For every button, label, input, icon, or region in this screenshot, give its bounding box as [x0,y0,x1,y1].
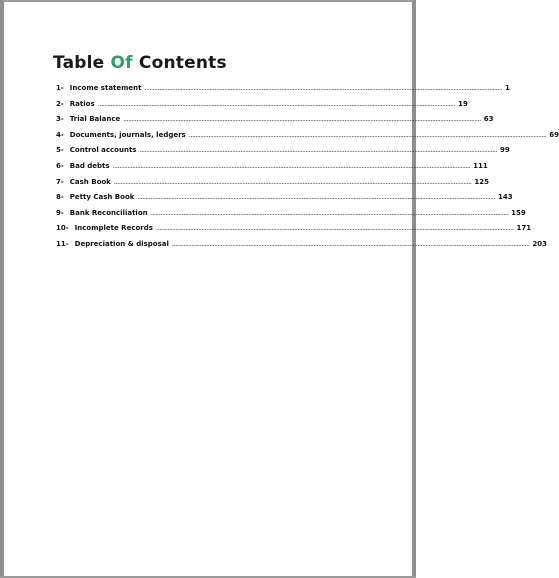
toc-entry-page: 171 [516,224,532,233]
toc-entry-number: 11- [56,239,69,248]
toc-entry-label: Documents, journals, ledgers [69,130,186,139]
toc-entry[interactable] [56,208,526,225]
toc-entry[interactable] [56,224,532,240]
title-part-3: Contents [132,53,227,73]
toc-entry[interactable] [56,239,548,256]
toc-entry-page: 63 [483,115,494,124]
toc-dot-leader: ............................................................................................................................................................................................................................ [97,99,456,108]
toc-entry[interactable] [56,84,510,100]
toc-dot-leader: ............................................................................................................................................................................................................................ [137,193,495,202]
toc-dot-leader: ............................................................................................................................................................................................................................ [139,146,497,155]
page-border-top [0,0,416,2]
toc-entry-number: 4- [56,130,64,139]
toc-entry-label: Ratios [69,99,95,108]
page-border-left [0,0,4,578]
toc-dot-leader: ............................................................................................................................................................................................................................ [155,224,514,233]
toc-entry[interactable] [56,161,488,178]
toc-entry-number: 7- [56,177,64,186]
toc-entry-page: 99 [500,146,510,155]
toc-entry[interactable] [56,193,513,209]
title-part-2-accent: Of [110,53,133,73]
toc-entry[interactable] [56,177,489,194]
toc-entry-label: Depreciation & disposal [74,239,169,248]
toc-entry-number: 8- [56,193,64,202]
toc-entry[interactable] [56,115,494,131]
toc-dot-leader: ............................................................................................................................................................................................................................ [171,239,530,248]
toc-entry[interactable] [56,99,468,116]
toc-entry-page: 1 [505,84,510,92]
toc-entry-page: 69 [549,130,559,139]
toc-dot-leader: ............................................................................................................................................................................................................................ [150,208,509,217]
toc-entry-page: 111 [473,161,488,170]
toc-entry-page: 203 [532,239,548,248]
table-of-contents [56,84,559,256]
toc-dot-leader: ............................................................................................................................................................................................................................ [113,177,472,186]
toc-entry-page: 159 [511,208,526,217]
toc-entry-number: 9- [56,208,64,217]
toc-entry-number: 6- [56,161,64,170]
toc-entry[interactable] [56,130,559,147]
title-part-1: Table [53,53,111,73]
toc-entry-label: Income statement [69,84,142,92]
toc-entry-page: 125 [474,177,489,186]
toc-dot-leader: ............................................................................................................................................................................................................................ [144,84,503,92]
toc-entry-label: Incomplete Records [74,224,153,233]
toc-entry-label: Cash Book [69,177,111,186]
toc-dot-leader: ............................................................................................................................................................................................................................ [112,161,471,170]
toc-entry-number: 3- [56,115,64,124]
toc-dot-leader: ............................................................................................................................................................................................................................ [188,130,547,139]
toc-entry-number: 2- [56,99,64,108]
toc-dot-leader: ............................................................................................................................................................................................................................ [123,115,481,124]
toc-entry-label: Petty Cash Book [69,193,135,202]
toc-entry-label: Trial Balance [69,115,121,124]
toc-entry-label: Bad debts [69,161,110,170]
toc-entry-page: 143 [497,193,513,202]
page-title [53,53,227,73]
toc-entry-page: 19 [458,99,468,108]
toc-entry-number: 10- [56,224,69,233]
toc-entry-label: Control accounts [69,146,137,155]
toc-entry-number: 5- [56,146,64,155]
toc-entry[interactable] [56,146,510,162]
toc-entry-label: Bank Reconciliation [69,208,148,217]
toc-entry-number: 1- [56,84,64,92]
